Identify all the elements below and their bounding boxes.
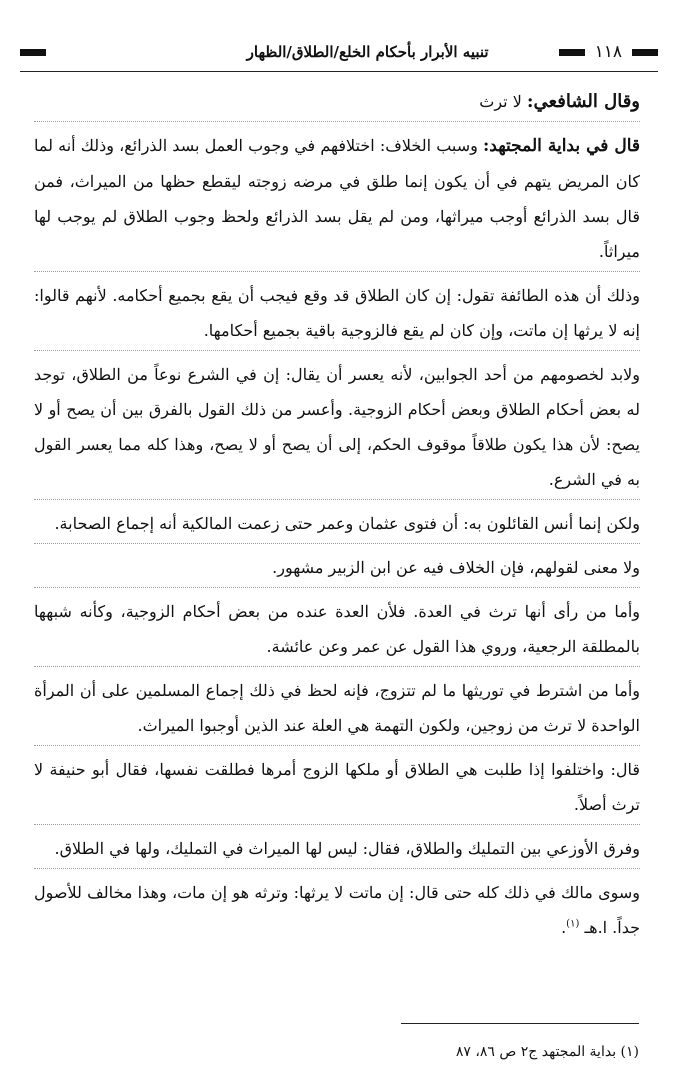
paragraph-text: ولكن إنما أنس القائلون به: أن فتوى عثمان وعمر حتى زعمت المالكية أنه إجماع الصحابة.: [54, 514, 640, 533]
header-bar-right: [632, 49, 658, 56]
paragraph: [34, 875, 640, 945]
paragraph-lead: قال في بداية المجتهد:: [483, 136, 640, 156]
paragraph-text: وسبب الخلاف: اختلافهم في وجوب العمل بسد الذرائع، وذلك أنه لما كان المريض يتهم في أن يكون إنما طلق في مرضه زوجته ليقطع حظها من الميراث، فمن قال بسد الذرائع أوجب ميراثها، ومن لم يقل بسد الذرائع ولحظ وجوب الطلاق لم يوجب لها ميراثاً.: [34, 136, 640, 261]
paragraph: [34, 278, 640, 351]
paragraph-text: وأما من رأى أنها ترث في العدة. فلأن العدة عنده من بعض أحكام الزوجية، وكأنه شبهها بالمطلقة الرجعية، وروي هذا القول عن عمر وعن عائشة.: [34, 602, 640, 656]
paragraph: [34, 831, 640, 869]
paragraph: [34, 752, 640, 825]
paragraph: [34, 506, 640, 544]
paragraph-text: لا ترث: [479, 92, 527, 111]
paragraph-text: قال: واختلفوا إذا طلبت هي الطلاق أو ملكها الزوج أمرها فطلقت نفسها، فقال أبو حنيفة لا ترث أصلاً.: [34, 760, 640, 814]
paragraph-text: وسوى مالك في ذلك كله حتى قال: إن ماتت لا يرثها: وترثه هو إن مات، وهذا مخالف للأصول جداً. ا.هـ: [34, 883, 640, 937]
page-number: ١١٨: [594, 42, 622, 62]
header-bar-middle: [559, 49, 585, 56]
header-rule: [20, 71, 658, 72]
paragraph: [34, 84, 640, 122]
header-bar-left: [20, 49, 46, 56]
paragraph: [34, 550, 640, 588]
paragraph: [34, 128, 640, 272]
footnote-rule: [401, 1023, 639, 1024]
paragraph-text: وذلك أن هذه الطائفة تقول: إن كان الطلاق قد وقع فيجب أن يقع بجميع أحكامه. لأنهم قالوا: إنه لا يرثها إن ماتت، وإن كان لم يقع فالزوجية باقية بجميع أحكامها.: [34, 286, 640, 340]
paragraph-end: .: [561, 918, 567, 937]
paragraph-text: ولابد لخصومهم من أحد الجوابين، لأنه يعسر أن يقال: إن في الشرع نوعاً من الطلاق، توجد له بعض أحكام الطلاق وبعض أحكام الزوجية. وأعسر من ذلك القول بالفرق بين أن يصح أو لا يصح: لأن هذا يكون طلاقاً موقوف الحكم، إلى أن يصح أو لا يصح، وهذا كله مما يعسر القول به في الشرع.: [34, 365, 640, 489]
footnote: (١) بداية المجتهد ج٢ ص ٨٦، ٨٧: [455, 1044, 639, 1060]
paragraph-text: وفرق الأوزعي بين التمليك والطلاق، فقال: ليس لها الميراث في التمليك، ولها في الطلاق.: [54, 839, 640, 858]
paragraph-lead: وقال الشافعي:: [526, 91, 640, 112]
paragraph-text: ولا معنى لقولهم، فإن الخلاف فيه عن ابن الزبير مشهور.: [272, 558, 640, 577]
paragraph: [34, 673, 640, 746]
paragraph: [34, 357, 640, 500]
footnote-reference[interactable]: (١): [566, 918, 580, 930]
paragraph: [34, 594, 640, 667]
main-text: [34, 84, 640, 948]
book-title: تنبيه الأبرار بأحكام الخلع/الطلاق/الظهار: [246, 43, 489, 61]
paragraph-text: وأما من اشترط في توريثها ما لم تتزوج، فإنه لحظ في ذلك إجماع المسلمين على أن المرأة الواحدة لا ترث من زوجين، ولكون التهمة هي العلة عند الذين أوجبوا الميراث.: [34, 681, 640, 735]
running-header: [20, 36, 658, 68]
